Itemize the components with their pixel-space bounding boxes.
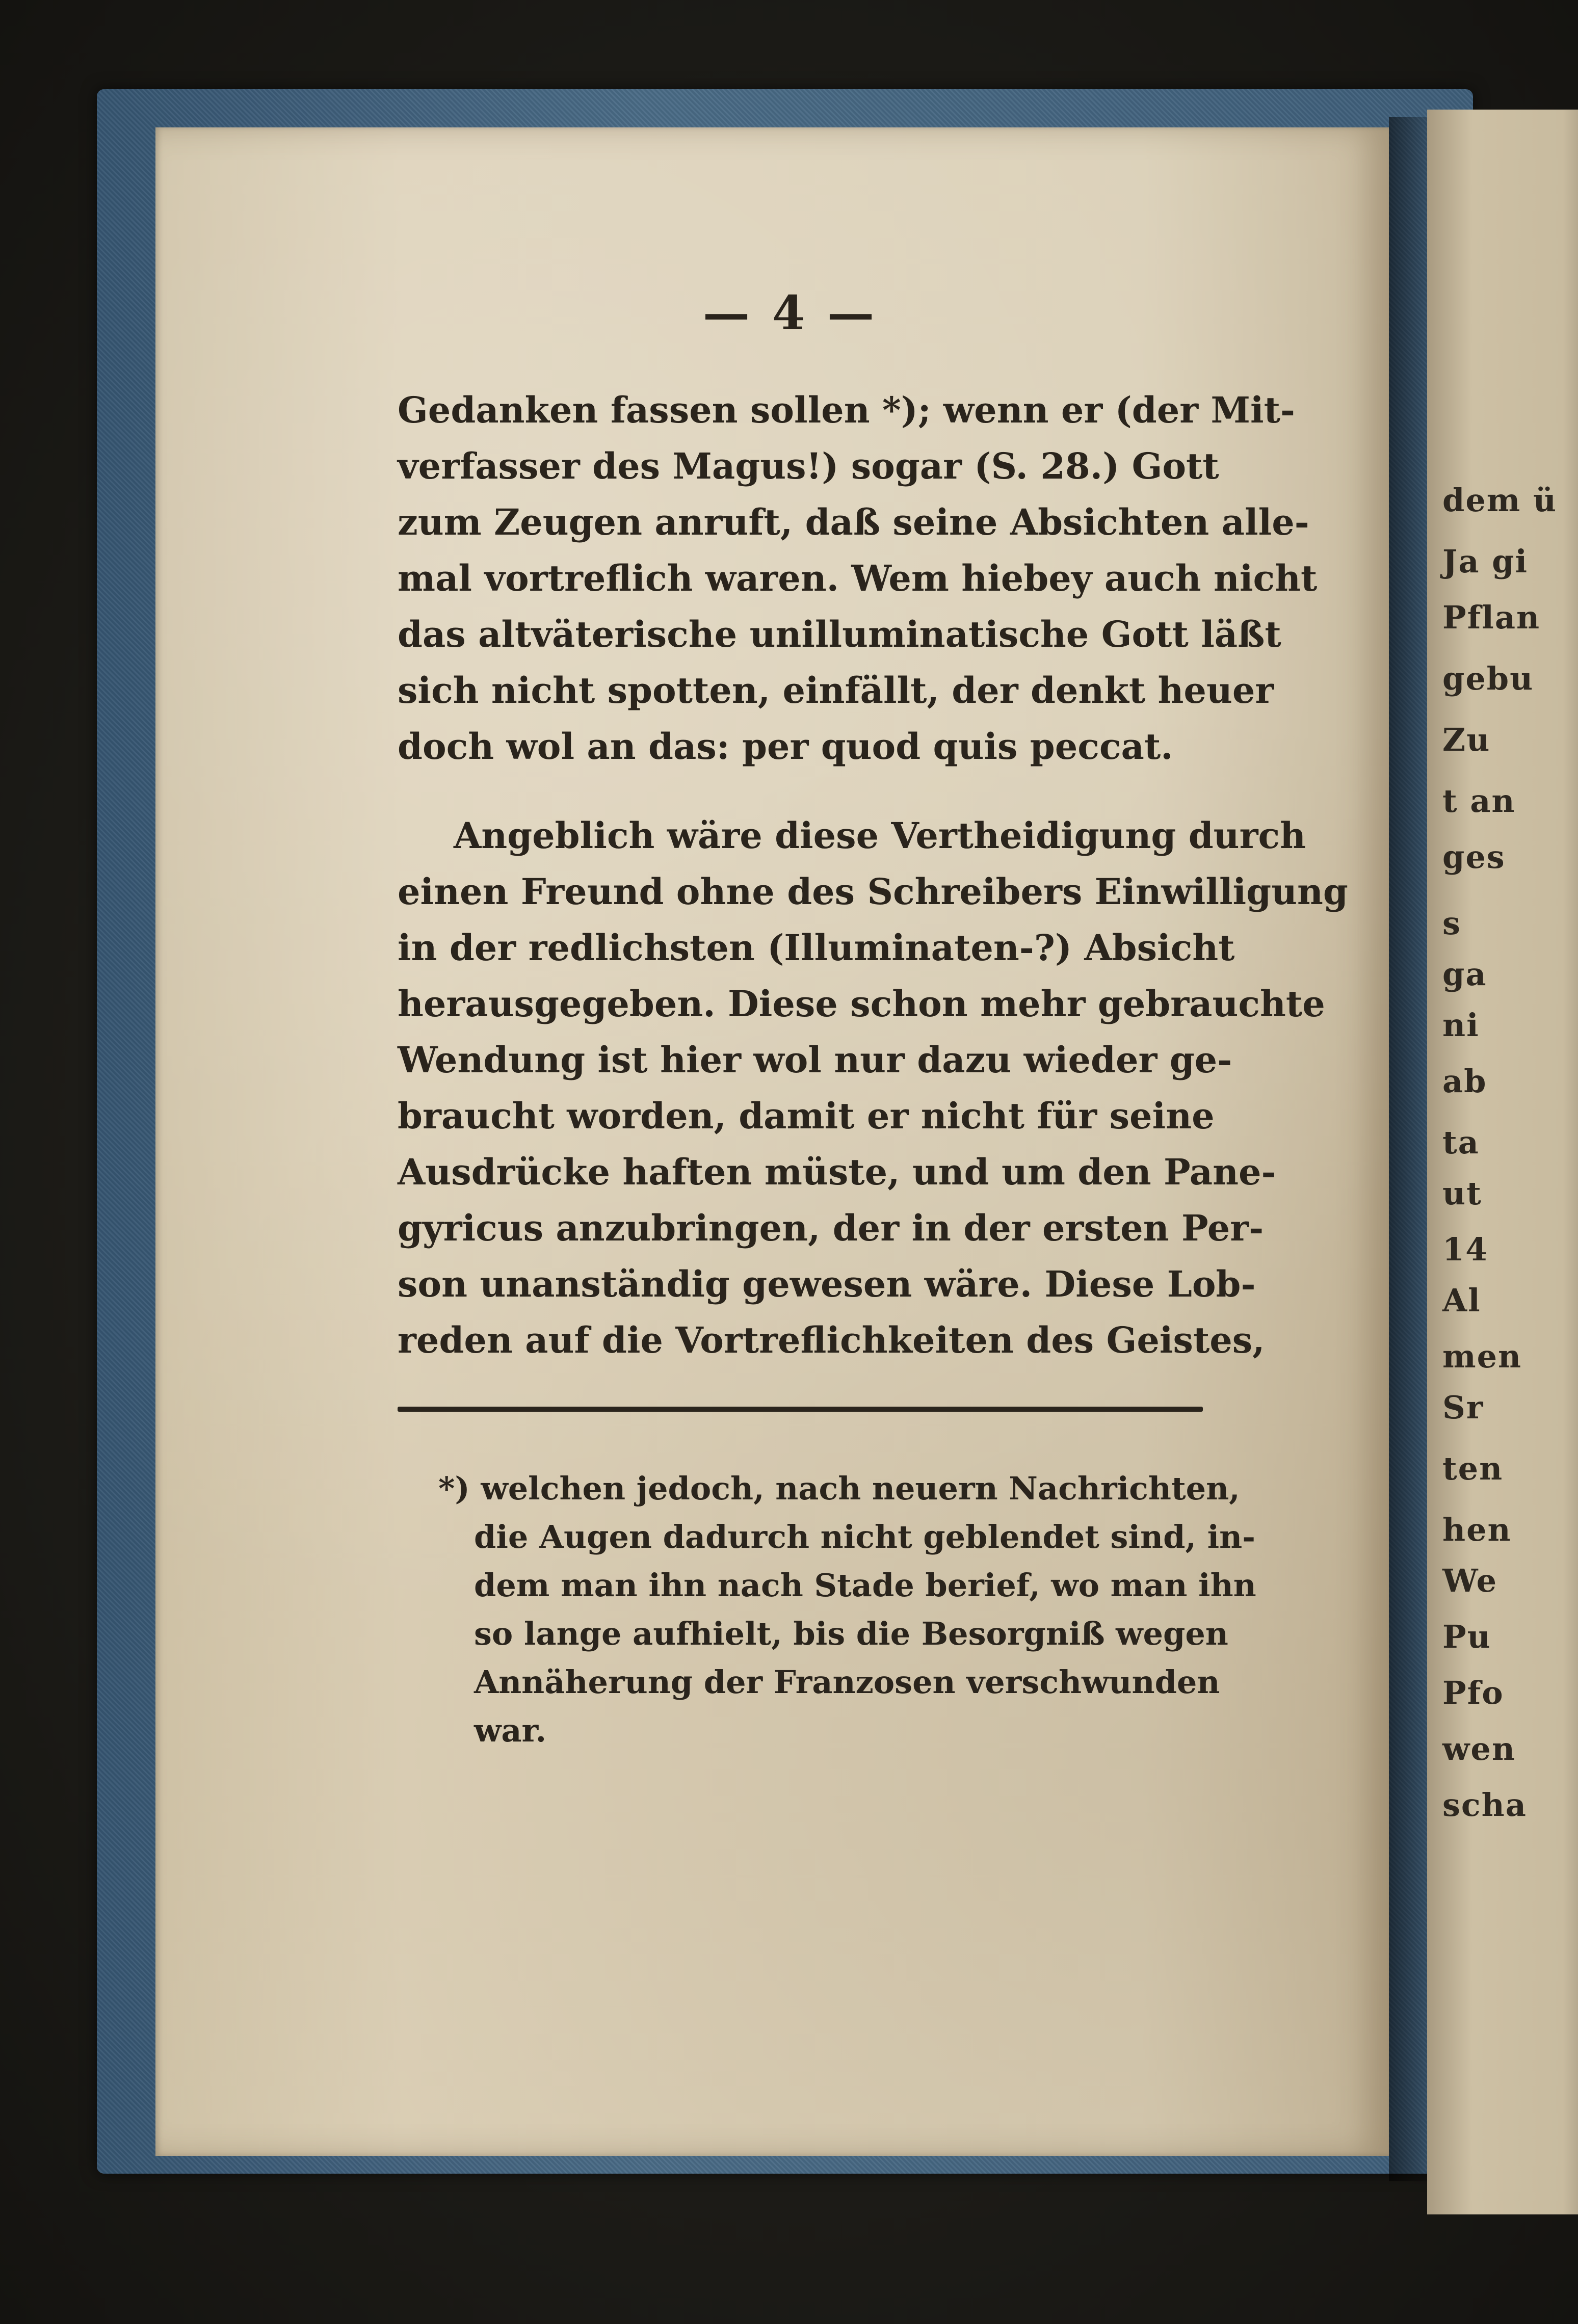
text-line: mal vortreflich waren. Wem hiebey auch nicht	[398, 557, 1318, 599]
next-page-fragment: t an	[1442, 782, 1516, 820]
text-line: gyricus anzubringen, der in der ersten Per-	[398, 1207, 1264, 1249]
next-page-fragment: Al	[1442, 1282, 1481, 1319]
text-line: Ausdrücke haften müste, und um den Pane-	[398, 1151, 1276, 1193]
next-page-fragment: hen	[1442, 1511, 1512, 1548]
footnote-line: war.	[474, 1712, 547, 1749]
next-page-fragment: wen	[1442, 1730, 1516, 1767]
next-page-fragment: gebu	[1442, 660, 1534, 697]
next-page-fragment: 14	[1442, 1231, 1489, 1268]
next-page-fragment: ga	[1442, 956, 1487, 993]
text-line: einen Freund ohne des Schreibers Einwilligung	[398, 870, 1348, 913]
text-line: son unanständig gewesen wäre. Diese Lob-	[398, 1263, 1256, 1305]
next-page-fragment: ut	[1442, 1175, 1482, 1212]
next-page-edge	[1427, 110, 1578, 2214]
next-page-fragment: dem ü	[1442, 482, 1558, 519]
text-line: reden auf die Vortreflichkeiten des Geistes,	[398, 1319, 1265, 1361]
next-page-fragment: We	[1442, 1562, 1498, 1599]
footnote-line: Annäherung der Franzosen verschwunden	[474, 1663, 1220, 1701]
next-page-fragment: scha	[1442, 1786, 1527, 1824]
next-page-fragment: Pfo	[1442, 1674, 1504, 1711]
next-page-fragment: men	[1442, 1338, 1522, 1375]
text-line: verfasser des Magus!) sogar (S. 28.) Gott	[398, 445, 1219, 487]
text-line: herausgegeben. Diese schon mehr gebrauchte	[398, 983, 1325, 1025]
next-page-fragment: ta	[1442, 1124, 1480, 1161]
next-page-fragment: Ja gi	[1442, 543, 1528, 580]
next-page-fragment: ni	[1442, 1007, 1480, 1044]
next-page-fragment: Sr	[1442, 1389, 1484, 1426]
text-line: Angeblich wäre diese Vertheidigung durch	[454, 814, 1306, 857]
next-page-fragment: Pflan	[1442, 599, 1541, 636]
footnote-line: *) welchen jedoch, nach neuern Nachrichten,	[438, 1470, 1240, 1507]
text-line: doch wol an das: per quod quis peccat.	[398, 725, 1173, 768]
next-page-fragment: ges	[1442, 838, 1506, 876]
footnote-separator-rule	[398, 1407, 1203, 1412]
text-line: Wendung ist hier wol nur dazu wieder ge-	[398, 1039, 1232, 1081]
next-page-fragment: ab	[1442, 1063, 1487, 1100]
text-line: Gedanken fassen sollen *); wenn er (der Mit-	[398, 389, 1295, 431]
book-page	[155, 127, 1389, 2156]
text-line: das altväterische unilluminatische Gott läßt	[398, 613, 1281, 655]
next-page-fragment: s	[1442, 905, 1461, 942]
text-line: zum Zeugen anruft, daß seine Absichten alle-	[398, 501, 1309, 543]
text-line: braucht worden, damit er nicht für seine	[398, 1095, 1215, 1137]
page-number: — 4 —	[702, 285, 878, 340]
next-page-fragment: ten	[1442, 1450, 1504, 1487]
page-gutter-shadow	[1389, 117, 1430, 2181]
footnote-line: so lange aufhielt, bis die Besorgniß wegen	[474, 1615, 1228, 1652]
next-page-fragment: Pu	[1442, 1618, 1491, 1655]
text-line: in der redlichsten (Illuminaten-?) Absicht	[398, 927, 1235, 969]
text-line: sich nicht spotten, einfällt, der denkt heuer	[398, 669, 1274, 711]
footnote-line: die Augen dadurch nicht geblendet sind, in-	[474, 1518, 1255, 1555]
next-page-fragment: Zu	[1442, 721, 1491, 758]
footnote-line: dem man ihn nach Stade berief, wo man ihn	[474, 1567, 1256, 1604]
